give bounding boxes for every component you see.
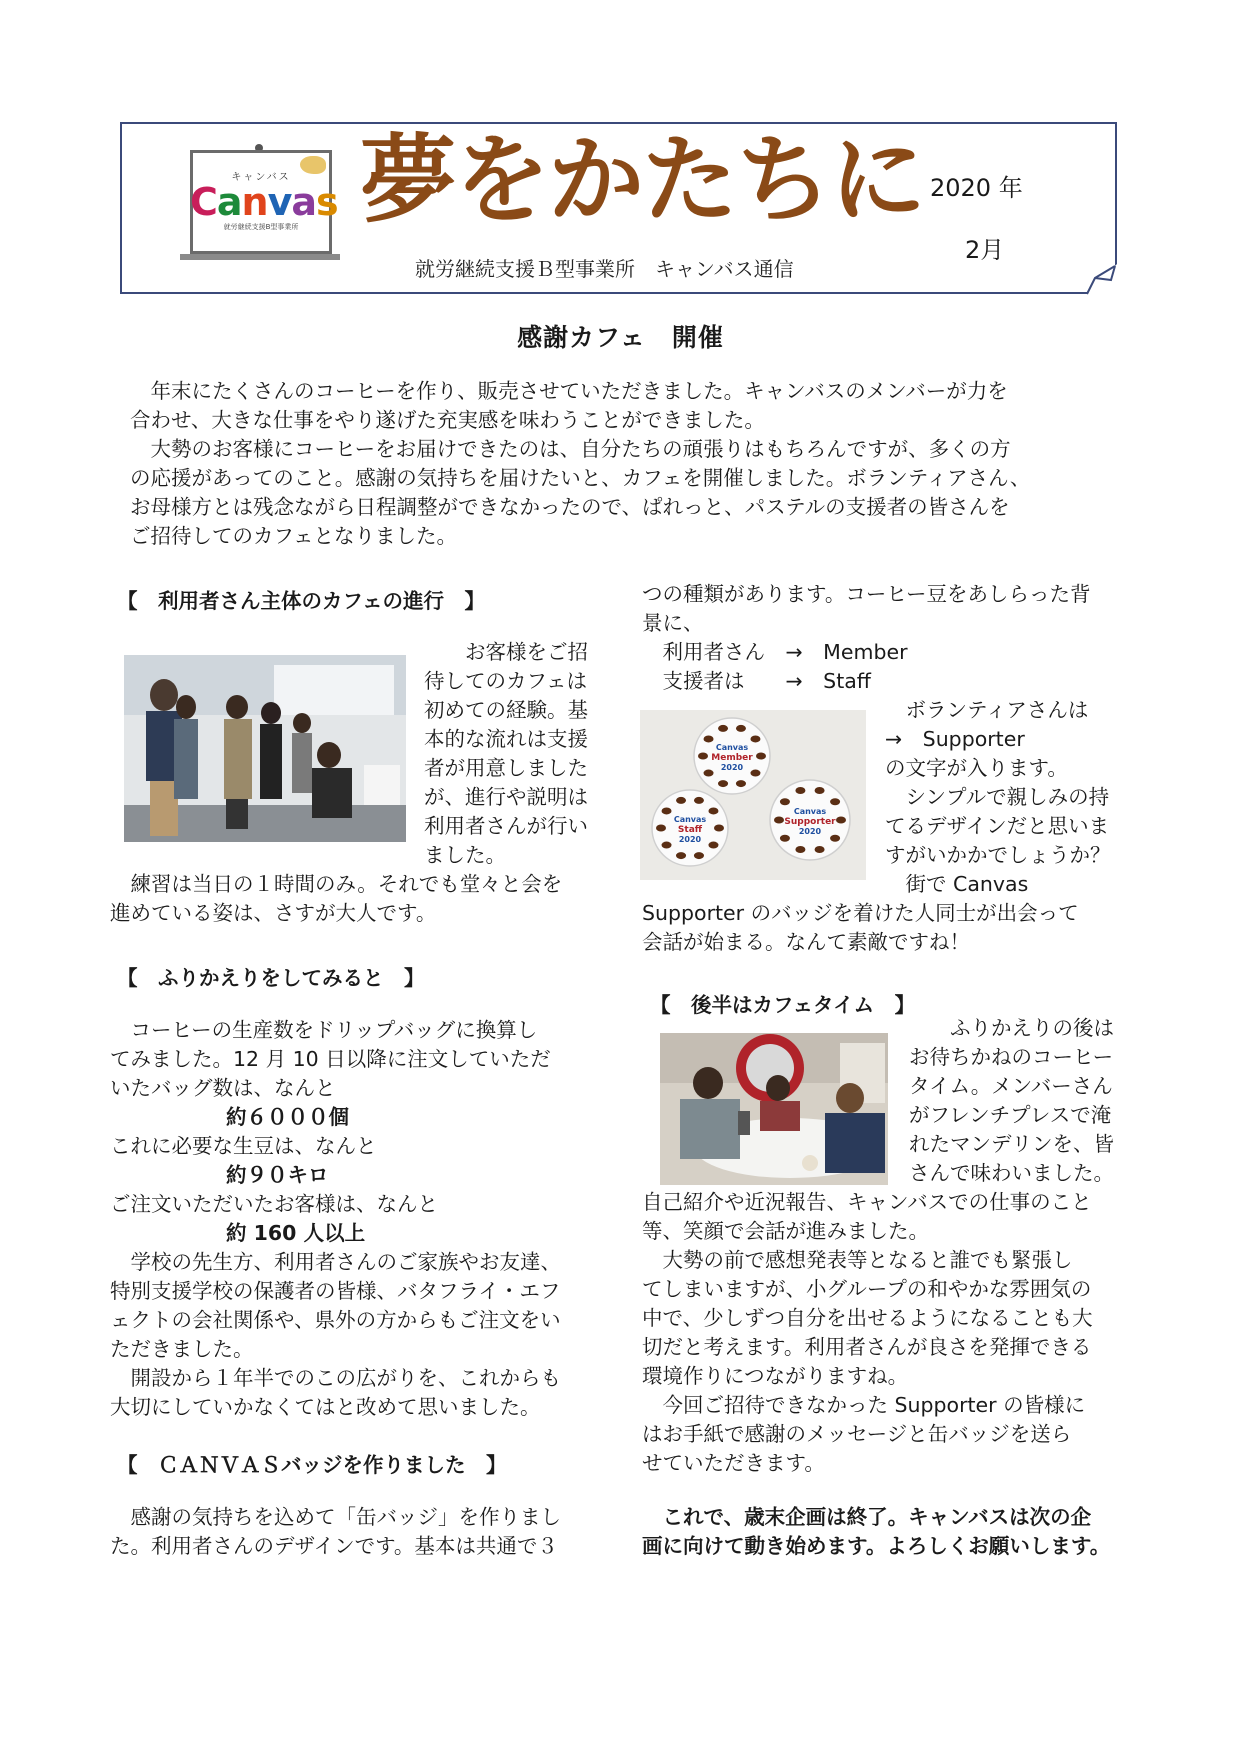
text-line: が、進行や説明は bbox=[424, 785, 588, 809]
badge-label: Staff bbox=[677, 825, 703, 835]
text-line: てしまいますが、小グループの和やかな雰囲気の bbox=[642, 1277, 1092, 1301]
stat-customers: 約 160 人以上 bbox=[226, 1221, 366, 1245]
logo-kana: キャンバス bbox=[231, 172, 291, 183]
heading-cafe-time: 【 後半はカフェタイム 】 bbox=[650, 993, 916, 1017]
logo-name bbox=[190, 180, 338, 224]
text-line: 中で、少しずつ自分を出せるようになることも大 bbox=[642, 1306, 1093, 1330]
text-line: 本的な流れは支援 bbox=[424, 727, 588, 751]
text-line: 練習は当日の１時間のみ。それでも堂々と会を bbox=[110, 872, 563, 896]
heading-reflection: 【 ふりかえりをしてみると 】 bbox=[117, 966, 425, 990]
text-line: 年末にたくさんのコーヒーを作り、販売させていただきました。キャンバスのメンバーが力を bbox=[130, 379, 1008, 403]
text-line: の文字が入ります。 bbox=[885, 756, 1068, 780]
text-line: 景に、 bbox=[642, 611, 704, 635]
text-line: すがいかかでしょうか？ bbox=[885, 843, 1111, 867]
photo-cafe-presentation bbox=[124, 655, 406, 842]
logo-letter: C bbox=[190, 180, 217, 224]
text-line: 初めての経験。基 bbox=[424, 698, 588, 722]
cafe-time-text-cont bbox=[642, 1188, 1093, 1478]
newsletter-subtitle: 就労継続支援Ｂ型事業所 キャンバス通信 bbox=[415, 257, 794, 281]
page-curl-icon bbox=[1085, 262, 1119, 296]
can-badge bbox=[694, 718, 770, 794]
text-line: 感謝の気持ちを込めて「缶バッジ」を作りまし bbox=[110, 1505, 561, 1529]
text-line: 待してのカフェは bbox=[424, 669, 587, 693]
badges-text bbox=[110, 1503, 561, 1561]
text-line: お母様方とは残念ながら日程調整ができなかったので、ぱれっと、パステルの支援者の皆さんを bbox=[130, 495, 1010, 519]
badges-text-end bbox=[642, 899, 1079, 957]
text-line: ご招待してのカフェとなりました。 bbox=[130, 524, 457, 548]
reflection-customers-line: ご注文いただいたお客様は、なんと bbox=[110, 1192, 438, 1216]
text-line: 利用者さんが行い bbox=[424, 814, 588, 838]
text-line: つの種類があります。コーヒー豆をあしらった背 bbox=[642, 582, 1091, 606]
can-badge bbox=[770, 780, 850, 860]
badge-label: Canvas bbox=[673, 815, 707, 824]
text-line: 利用者さん → Member bbox=[642, 640, 908, 664]
logo-letter: n bbox=[241, 180, 268, 224]
text-line: コーヒーの生産数をドリップバッグに換算し bbox=[110, 1018, 538, 1042]
logo-shelf bbox=[180, 254, 340, 260]
cafe-time-text bbox=[909, 1014, 1114, 1188]
photo-cafe-time bbox=[660, 1033, 888, 1185]
stat-beans: 約９０キロ bbox=[226, 1163, 329, 1187]
text-line: ただきました。 bbox=[110, 1337, 254, 1361]
closing-text bbox=[642, 1503, 1110, 1561]
badges-text-side bbox=[885, 696, 1111, 899]
badge-label: Member bbox=[711, 753, 753, 763]
stat-bags: 約６０００個 bbox=[226, 1105, 349, 1129]
text-line: これで、歳末企画は終了。キャンバスは次の企 bbox=[642, 1505, 1092, 1529]
text-line: 特別支援学校の保護者の皆様、バタフライ・エフ bbox=[110, 1279, 561, 1303]
section-title: 感謝カフェ 開催 bbox=[517, 323, 724, 352]
text-line: の応援があってのこと。感謝の気持ちを届けたいと、カフェを開催しました。ボランティアさん、 bbox=[130, 466, 1031, 490]
text-line: 自己紹介や近況報告、キャンバスでの仕事のこと bbox=[642, 1190, 1092, 1214]
text-line: 等、笑顔で会話が進みました。 bbox=[642, 1219, 929, 1243]
reflection-text-cont bbox=[110, 1248, 561, 1422]
intro-paragraph bbox=[130, 377, 1030, 551]
photo-can-badges bbox=[640, 710, 866, 880]
reflection-text bbox=[110, 1016, 551, 1103]
text-line: 街で Canvas bbox=[885, 872, 1029, 896]
text-line: お客様をご招 bbox=[424, 640, 588, 664]
badge-label: Canvas bbox=[715, 743, 749, 752]
reflection-beans-line: これに必要な生豆は、なんと bbox=[110, 1134, 377, 1158]
text-line: せていただきます。 bbox=[642, 1451, 825, 1475]
text-line: 今回ご招待できなかった Supporter の皆様に bbox=[642, 1393, 1086, 1417]
text-line: はお手紙で感謝のメッセージと缶バッジを送ら bbox=[642, 1422, 1072, 1446]
text-line: 合わせ、大きな仕事をやり遂げた充実感を味わうことができました。 bbox=[130, 408, 765, 432]
heading-badges: 【 ＣＡＮＶＡＳバッジを作りました 】 bbox=[117, 1453, 507, 1477]
badge-label: 2020 bbox=[720, 763, 744, 772]
text-line: てるデザインだと思いま bbox=[885, 814, 1110, 838]
text-line: てみました。12 月 10 日以降に注文していただ bbox=[110, 1047, 551, 1071]
text-line: シンプルで親しみの持 bbox=[885, 785, 1110, 809]
text-line: 学校の先生方、利用者さんのご家族やお友達、 bbox=[110, 1250, 561, 1274]
can-badge bbox=[652, 790, 728, 866]
text-line: お待ちかねのコーヒー bbox=[909, 1045, 1114, 1069]
issue-month: 2月 bbox=[965, 236, 1005, 264]
text-line: 環境作りにつながりますね。 bbox=[642, 1364, 909, 1388]
logo-letter: v bbox=[267, 180, 292, 224]
logo-letter: s bbox=[316, 180, 338, 224]
text-line: 切だと考えます。利用者さんが良さを発揮できる bbox=[642, 1335, 1092, 1359]
logo-subtitle: 就労継続支援B型事業所 bbox=[223, 223, 299, 231]
text-line: → Supporter bbox=[885, 727, 1025, 751]
badge-label: 2020 bbox=[678, 835, 702, 844]
text-line: 支援者は → Staff bbox=[642, 669, 871, 693]
text-line: 大勢の前で感想発表等となると誰でも緊張し bbox=[642, 1248, 1073, 1272]
logo-letter: a bbox=[291, 180, 317, 224]
issue-year: 2020 年 bbox=[930, 174, 1023, 202]
text-line: ました。 bbox=[424, 843, 506, 867]
text-line: ふりかえりの後は bbox=[909, 1016, 1114, 1040]
text-line: れたマンデリンを、皆 bbox=[909, 1132, 1114, 1156]
logo-letter: a bbox=[216, 180, 242, 224]
text-line: いたバッグ数は、なんと bbox=[110, 1076, 336, 1100]
badge-label: Canvas bbox=[793, 807, 827, 816]
cafe-progress-text bbox=[424, 638, 588, 870]
text-line: た。利用者さんのデザインです。基本は共通で３ bbox=[110, 1534, 558, 1558]
text-line: 大切にしていかなくてはと改めて思いました。 bbox=[110, 1395, 541, 1419]
badge-label: Supporter bbox=[784, 817, 836, 827]
badge-label: 2020 bbox=[798, 827, 822, 836]
text-line: 進めている姿は、さすが大人です。 bbox=[110, 901, 437, 925]
text-line: 画に向けて動き始めます。よろしくお願いします。 bbox=[642, 1534, 1111, 1558]
badges-text-cont bbox=[642, 580, 1091, 696]
text-line: 者が用意しました bbox=[424, 756, 588, 780]
text-line: 大勢のお客様にコーヒーをお届けできたのは、自分たちの頑張りはもちろんですが、多くの方 bbox=[130, 437, 1011, 461]
text-line: Supporter のバッジを着けた人同士が出会って bbox=[642, 901, 1079, 925]
text-line: 開設から１年半でのこの広がりを、これからも bbox=[110, 1366, 561, 1390]
text-line: がフレンチプレスで淹 bbox=[909, 1103, 1112, 1127]
cafe-progress-text-cont bbox=[110, 870, 562, 928]
text-line: ボランティアさんは bbox=[885, 698, 1089, 722]
text-line: タイム。メンバーさん bbox=[909, 1074, 1113, 1098]
heading-cafe-progress: 【 利用者さん主体のカフェの進行 】 bbox=[117, 589, 485, 613]
text-line: さんで味わいました。 bbox=[909, 1161, 1114, 1185]
text-line: ェクトの会社関係や、県外の方からもご注文をい bbox=[110, 1308, 561, 1332]
text-line: 会話が始まる。なんて素敵ですね！ bbox=[642, 930, 970, 954]
newsletter-title: 夢をかたちに bbox=[360, 123, 924, 236]
